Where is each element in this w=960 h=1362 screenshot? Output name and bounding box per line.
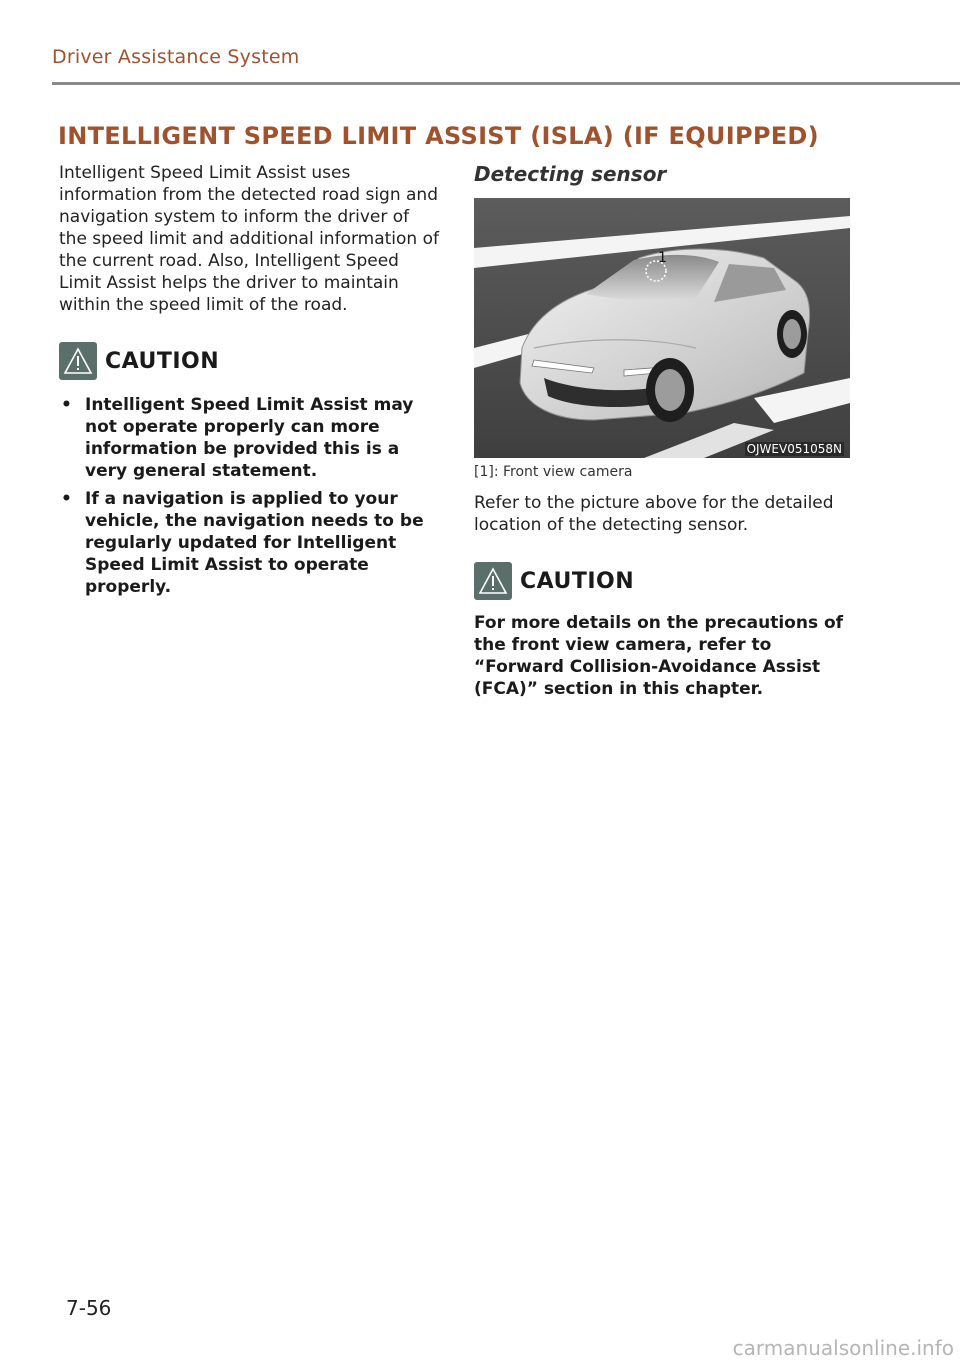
detecting-sensor-paragraph: Refer to the picture above for the detailed location of the detecting sensor.	[474, 493, 834, 535]
intro-paragraph: Intelligent Speed Limit Assist uses information from the detected road sign and navigation system to inform the driver of the speed limit and additional information of the current road. Also, Intelligent Speed Limit Assist helps the driver to maintain within the speed limit of the road.	[59, 163, 439, 315]
warning-triangle-icon	[59, 342, 97, 380]
running-header: Driver Assistance System	[52, 46, 300, 68]
warning-triangle-icon	[474, 562, 512, 600]
figure-code: OJWEV051058N	[746, 442, 842, 456]
camera-callout: 1	[658, 250, 667, 266]
figure-caption: [1]: Front view camera	[474, 464, 633, 480]
watermark: carmanualsonline.info	[732, 1336, 954, 1360]
section-title: INTELLIGENT SPEED LIMIT ASSIST (ISLA) (IF EQUIPPED)	[58, 122, 819, 150]
header-divider	[52, 82, 960, 85]
vehicle-illustration	[474, 198, 850, 458]
caution-heading	[59, 342, 439, 380]
caution-text: For more details on the precautions of the front view camera, refer to “Forward Collision-Avoidance Assist (FCA)” section in this chapter.	[474, 613, 844, 699]
caution-label: CAUTION	[105, 348, 220, 374]
caution-label: CAUTION	[520, 568, 635, 594]
list-item: • If a navigation is applied to your vehicle, the navigation needs to be regularly updated for Intelligent Speed Limit Assist to operate properly.	[61, 489, 424, 597]
left-column	[59, 162, 439, 604]
page-number: 7-56	[66, 1296, 112, 1320]
caution-heading	[474, 562, 854, 600]
subsection-heading: Detecting sensor	[474, 162, 667, 186]
list-item: • Intelligent Speed Limit Assist may not operate properly can more information be provided this is a very general statement.	[61, 395, 414, 481]
right-column	[474, 162, 854, 700]
caution-list	[59, 394, 439, 598]
